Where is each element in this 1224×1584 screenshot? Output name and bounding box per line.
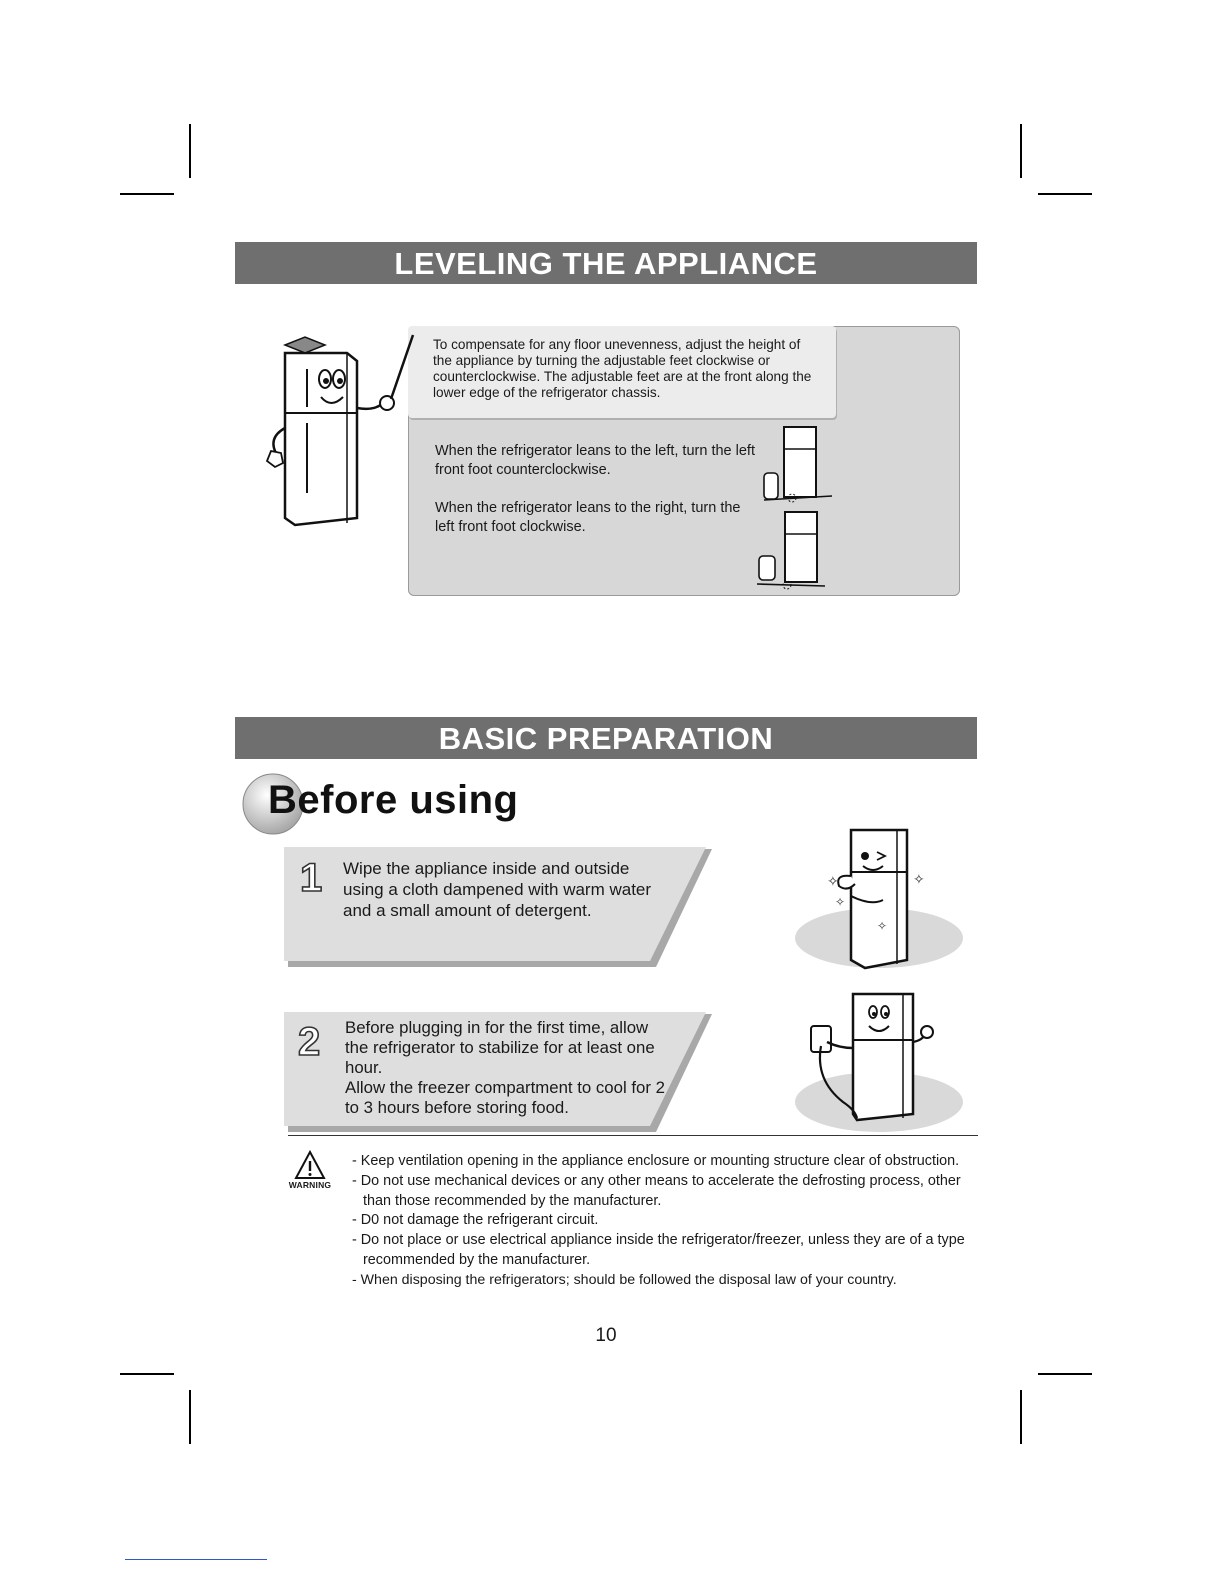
crop-mark — [1038, 1373, 1092, 1375]
crop-mark — [120, 1373, 174, 1375]
step-2-line-2: Allow the freezer compartment to cool for 2 to 3 hours before storing food. — [345, 1078, 665, 1117]
before-using-title: Before using — [268, 778, 519, 822]
svg-text:✧: ✧ — [835, 895, 846, 909]
fridge-lean-right-icon — [755, 508, 831, 590]
warning-label: WARNING — [288, 1180, 332, 1190]
section-header-preparation: BASIC PREPARATION — [235, 717, 977, 759]
divider-line — [288, 1135, 978, 1136]
warning-item: - Do not use mechanical devices or any other means to accelerate the defrosting process, other than those recommended by the manufacturer. — [352, 1172, 961, 1209]
lean-right-text: When the refrigerator leans to the right, turn the left front foot clockwise. — [435, 500, 741, 535]
page-number: 10 — [595, 1325, 617, 1346]
svg-text:✧: ✧ — [827, 874, 839, 890]
step-2-line-1: Before plugging in for the first time, allow the refrigerator to stabilize for at least one hour. — [345, 1018, 655, 1077]
fridge-lean-left-icon — [758, 423, 834, 505]
warning-list — [352, 1152, 977, 1291]
warning-item: - Keep ventilation opening in the appliance enclosure or mounting structure clear of obstruction. — [352, 1153, 960, 1169]
section-header-leveling: LEVELING THE APPLIANCE — [235, 242, 977, 284]
crop-mark — [1020, 124, 1022, 178]
warning-item: - D0 not damage the refrigerant circuit. — [352, 1212, 599, 1229]
crop-mark — [189, 1390, 191, 1444]
warning-item: - When disposing the refrigerators; should be followed the disposal law of your country. — [352, 1271, 897, 1288]
crop-mark — [1020, 1390, 1022, 1444]
warning-triangle-icon — [294, 1150, 326, 1180]
crop-mark — [120, 193, 174, 195]
svg-text:✧: ✧ — [877, 919, 888, 933]
teacher-fridge-icon — [265, 333, 415, 533]
footer-rule — [125, 1559, 267, 1560]
lean-left-text: When the refrigerator leans to the left, turn the left front foot counterclockwise. — [435, 443, 755, 478]
cleaning-fridge-icon — [795, 826, 965, 971]
crop-mark — [189, 124, 191, 178]
svg-text:✧: ✧ — [913, 872, 925, 888]
step-1-number: 1 — [300, 856, 323, 900]
leveling-intro-text: To compensate for any floor unevenness, adjust the height of the appliance by turning the adjustable feet clockwise or counterclockwise. The adjustable feet are at the front along the lower edge of the refrigerator chassis. — [433, 337, 812, 400]
plugging-fridge-icon — [795, 990, 965, 1135]
step-2-number: 2 — [298, 1020, 321, 1064]
crop-mark — [1038, 193, 1092, 195]
step-2-text — [345, 1018, 665, 1118]
warning-item: - Do not place or use electrical appliance inside the refrigerator/freezer, unless they are of a type recommended by the manufacturer. — [352, 1232, 965, 1268]
step-1-text: Wipe the appliance inside and outside using a cloth dampened with warm water and a small amount of detergent. — [343, 859, 652, 920]
